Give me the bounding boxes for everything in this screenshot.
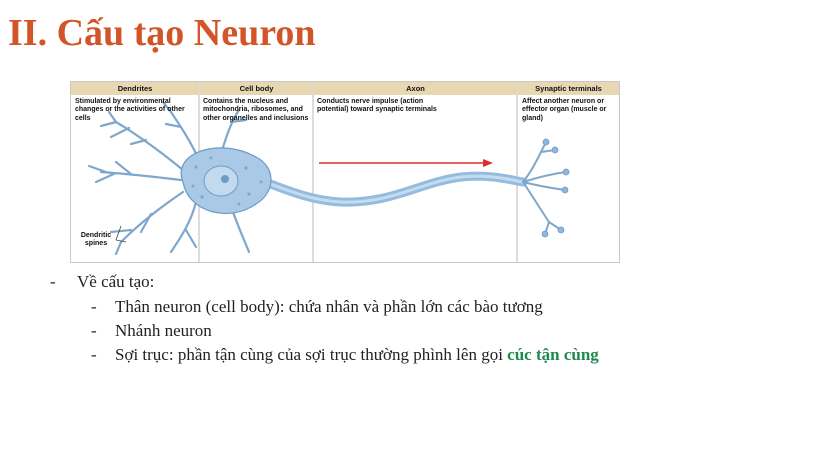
bullet-dash: - [50, 272, 56, 291]
dendritic-spines-label: Dendritic spines [80, 232, 112, 248]
cell-body-description: Contains the nucleus and mitochondria, ribosomes, and other organelles and inclusions [203, 98, 309, 122]
dendrites-description: Stimulated by environmental changes or the activities of other cells [75, 98, 185, 122]
column-heading-cell-body: Cell body [200, 82, 313, 95]
bullet-main-text: Về cấu tạo: [77, 272, 155, 291]
column-heading-dendrites: Dendrites [71, 82, 199, 95]
bullet-sub-text: Sợi trục: phần tận cùng của sợi trục thường phình lên gọi [115, 345, 508, 364]
bullet-dash: - [91, 321, 97, 340]
bullet-sub-text: Nhánh neuron [115, 321, 212, 340]
bullet-dash: - [91, 297, 97, 316]
column-heading-axon: Axon [314, 82, 517, 95]
nucleus [204, 166, 238, 196]
page-title: II. Cấu tạo Neuron [8, 12, 316, 54]
column-heading-synaptic-terminals: Synaptic terminals [518, 82, 619, 95]
neuron-diagram [70, 81, 620, 263]
bullet-dash: - [91, 345, 97, 364]
highlight-term: cúc tận cùng [507, 345, 599, 364]
synaptic-terminals-description: Affect another neuron or effector organ (muscle or gland) [522, 98, 607, 122]
axon-description: Conducts nerve impulse (action potential) toward synaptic terminals [317, 98, 437, 114]
synaptic-terminals [523, 142, 566, 234]
bullet-sub-text: Thân neuron (cell body): chứa nhân và phần lớn các bào tương [115, 297, 543, 316]
